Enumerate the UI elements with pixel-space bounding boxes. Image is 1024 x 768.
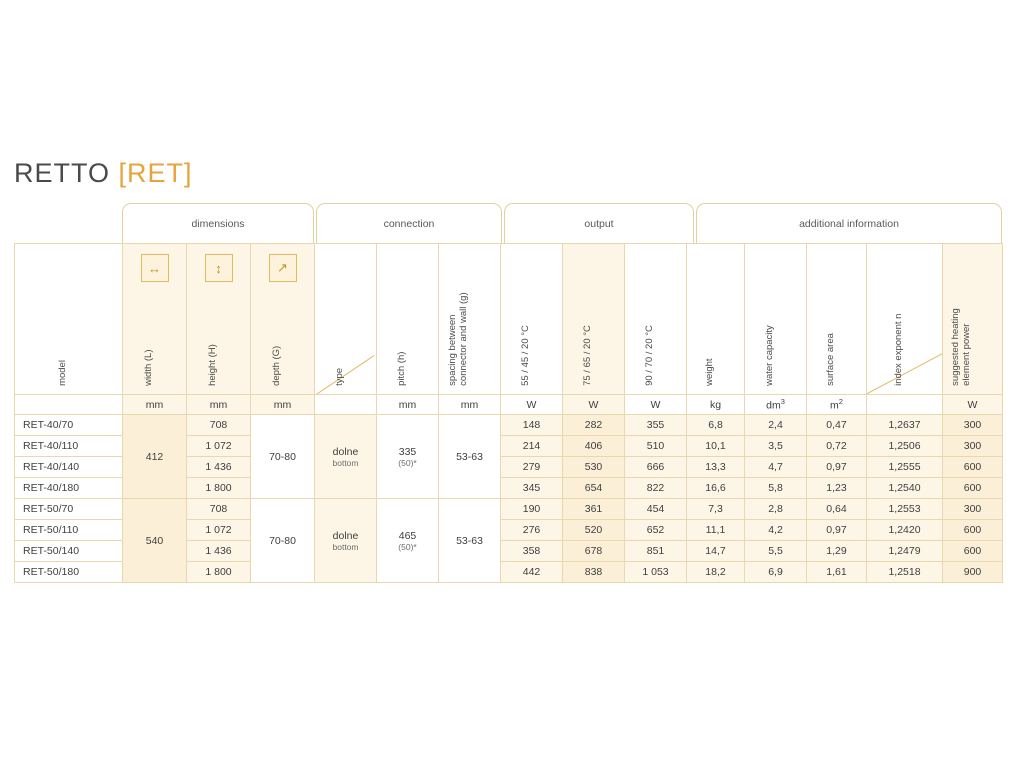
cell-water-capacity: 6,9 xyxy=(745,562,807,583)
cell-index-exponent: 1,2479 xyxy=(867,541,943,562)
cell-model: RET-50/180 xyxy=(15,562,123,583)
header-depth: ↗ depth (G) xyxy=(251,244,315,395)
header-output-75-65-20: 75 / 65 / 20 °C xyxy=(563,244,625,395)
cell-weight: 7,3 xyxy=(687,499,745,520)
group-connection xyxy=(316,203,502,243)
cell-surface-area: 0,72 xyxy=(807,436,867,457)
unit-depth: mm xyxy=(251,395,315,415)
header-height: ↕ height (H) xyxy=(187,244,251,395)
header-suggested-heating-power: suggested heating element power xyxy=(943,244,1003,395)
cell-model: RET-50/110 xyxy=(15,520,123,541)
cell-weight: 11,1 xyxy=(687,520,745,541)
cell-water-capacity: 3,5 xyxy=(745,436,807,457)
header-weight: weight xyxy=(687,244,745,395)
cell-height: 1 072 xyxy=(187,436,251,457)
cell-weight: 18,2 xyxy=(687,562,745,583)
cell-height: 1 436 xyxy=(187,541,251,562)
unit-pitch: mm xyxy=(377,395,439,415)
header-model: model xyxy=(15,244,123,395)
cell-water-capacity: 4,2 xyxy=(745,520,807,541)
cell-model: RET-40/180 xyxy=(15,478,123,499)
height-arrow-icon: ↕ xyxy=(205,254,233,282)
cell-surface-area: 0,97 xyxy=(807,457,867,478)
cell-type: dolne bottom xyxy=(315,499,377,583)
cell-surface-area: 0,64 xyxy=(807,499,867,520)
cell-output-75-65-20: 361 xyxy=(563,499,625,520)
cell-model: RET-40/70 xyxy=(15,415,123,436)
unit-output-55-45-20: W xyxy=(501,395,563,415)
cell-model: RET-50/140 xyxy=(15,541,123,562)
cell-model: RET-50/70 xyxy=(15,499,123,520)
group-output-label: output xyxy=(584,217,614,230)
cell-output-55-45-20: 214 xyxy=(501,436,563,457)
header-output-55-45-20: 55 / 45 / 20 °C xyxy=(501,244,563,395)
cell-height: 1 436 xyxy=(187,457,251,478)
cell-weight: 10,1 xyxy=(687,436,745,457)
cell-water-capacity: 4,7 xyxy=(745,457,807,478)
cell-pitch: 335 (50)* xyxy=(377,415,439,499)
unit-water-capacity: $dm^3$ xyxy=(745,395,807,415)
cell-water-capacity: 2,4 xyxy=(745,415,807,436)
cell-output-55-45-20: 148 xyxy=(501,415,563,436)
header-water-capacity: water capacity xyxy=(745,244,807,395)
depth-arrow-icon: ↗ xyxy=(269,254,297,282)
cell-output-75-65-20: 838 xyxy=(563,562,625,583)
cell-output-55-45-20: 442 xyxy=(501,562,563,583)
cell-heating-power: 900 xyxy=(943,562,1003,583)
cell-model: RET-40/140 xyxy=(15,457,123,478)
cell-model: RET-40/110 xyxy=(15,436,123,457)
cell-output-90-70-20: 851 xyxy=(625,541,687,562)
header-surface-area: surface area xyxy=(807,244,867,395)
cell-height: 1 072 xyxy=(187,520,251,541)
unit-height: mm xyxy=(187,395,251,415)
cell-output-75-65-20: 530 xyxy=(563,457,625,478)
cell-heating-power: 300 xyxy=(943,436,1003,457)
group-dimensions-label: dimensions xyxy=(191,217,245,230)
table-row xyxy=(15,499,1003,520)
cell-type: dolne bottom xyxy=(315,415,377,499)
group-additional-information xyxy=(696,203,1002,243)
group-dimensions xyxy=(122,203,314,243)
unit-model xyxy=(15,395,123,415)
product-name: RETTO xyxy=(14,158,111,188)
unit-spacing: mm xyxy=(439,395,501,415)
cell-output-90-70-20: 355 xyxy=(625,415,687,436)
cell-output-55-45-20: 345 xyxy=(501,478,563,499)
header-width: ↔ width (L) xyxy=(123,244,187,395)
cell-heating-power: 600 xyxy=(943,457,1003,478)
unit-width: mm xyxy=(123,395,187,415)
cell-height: 708 xyxy=(187,499,251,520)
cell-index-exponent: 1,2420 xyxy=(867,520,943,541)
width-arrow-icon: ↔ xyxy=(141,254,169,282)
cell-output-90-70-20: 454 xyxy=(625,499,687,520)
cell-index-exponent: 1,2553 xyxy=(867,499,943,520)
specs-table xyxy=(14,243,1003,583)
unit-weight: kg xyxy=(687,395,745,415)
group-connection-label: connection xyxy=(383,217,435,230)
header-row-labels xyxy=(15,244,1003,395)
cell-height: 1 800 xyxy=(187,478,251,499)
specs-table-container xyxy=(14,243,1002,583)
cell-output-90-70-20: 652 xyxy=(625,520,687,541)
unit-output-90-70-20: W xyxy=(625,395,687,415)
cell-depth: 70-80 xyxy=(251,499,315,583)
cell-index-exponent: 1,2637 xyxy=(867,415,943,436)
cell-index-exponent: 1,2518 xyxy=(867,562,943,583)
cell-weight: 14,7 xyxy=(687,541,745,562)
cell-weight: 6,8 xyxy=(687,415,745,436)
table-row xyxy=(15,415,1003,436)
cell-output-75-65-20: 406 xyxy=(563,436,625,457)
cell-water-capacity: 5,5 xyxy=(745,541,807,562)
cell-surface-area: 0,97 xyxy=(807,520,867,541)
cell-index-exponent: 1,2555 xyxy=(867,457,943,478)
cell-heating-power: 600 xyxy=(943,541,1003,562)
cell-pitch: 465 (50)* xyxy=(377,499,439,583)
cell-surface-area: 0,47 xyxy=(807,415,867,436)
cell-output-55-45-20: 190 xyxy=(501,499,563,520)
cell-index-exponent: 1,2540 xyxy=(867,478,943,499)
cell-output-90-70-20: 1 053 xyxy=(625,562,687,583)
cell-output-75-65-20: 654 xyxy=(563,478,625,499)
header-spacing: spacing between connector and wall (g) xyxy=(439,244,501,395)
cell-heating-power: 300 xyxy=(943,499,1003,520)
cell-spacing: 53-63 xyxy=(439,499,501,583)
cell-output-90-70-20: 822 xyxy=(625,478,687,499)
cell-surface-area: 1,61 xyxy=(807,562,867,583)
unit-suggested-heating-power: W xyxy=(943,395,1003,415)
cell-output-55-45-20: 279 xyxy=(501,457,563,478)
cell-output-55-45-20: 276 xyxy=(501,520,563,541)
cell-depth: 70-80 xyxy=(251,415,315,499)
header-row-units xyxy=(15,395,1003,415)
product-code: [RET] xyxy=(118,158,193,188)
cell-output-55-45-20: 358 xyxy=(501,541,563,562)
cell-spacing: 53-63 xyxy=(439,415,501,499)
cell-output-75-65-20: 520 xyxy=(563,520,625,541)
cell-weight: 13,3 xyxy=(687,457,745,478)
cell-index-exponent: 1,2506 xyxy=(867,436,943,457)
cell-water-capacity: 2,8 xyxy=(745,499,807,520)
unit-index-exponent xyxy=(867,395,943,415)
group-additional-label: additional information xyxy=(799,217,899,230)
page-title xyxy=(14,158,193,189)
cell-output-90-70-20: 666 xyxy=(625,457,687,478)
cell-heating-power: 600 xyxy=(943,478,1003,499)
cell-heating-power: 600 xyxy=(943,520,1003,541)
cell-surface-area: 1,29 xyxy=(807,541,867,562)
group-header-band xyxy=(122,203,1002,243)
header-index-exponent: index exponent n xyxy=(867,244,943,395)
unit-output-75-65-20: W xyxy=(563,395,625,415)
header-output-90-70-20: 90 / 70 / 20 °C xyxy=(625,244,687,395)
cell-output-75-65-20: 678 xyxy=(563,541,625,562)
cell-surface-area: 1,23 xyxy=(807,478,867,499)
cell-height: 708 xyxy=(187,415,251,436)
cell-width: 540 xyxy=(123,499,187,583)
header-pitch: pitch (h) xyxy=(377,244,439,395)
cell-width: 412 xyxy=(123,415,187,499)
cell-height: 1 800 xyxy=(187,562,251,583)
cell-output-75-65-20: 282 xyxy=(563,415,625,436)
group-output xyxy=(504,203,694,243)
cell-water-capacity: 5,8 xyxy=(745,478,807,499)
header-type: type xyxy=(315,244,377,395)
unit-surface-area: $m^2$ xyxy=(807,395,867,415)
unit-type xyxy=(315,395,377,415)
cell-weight: 16,6 xyxy=(687,478,745,499)
cell-heating-power: 300 xyxy=(943,415,1003,436)
cell-output-90-70-20: 510 xyxy=(625,436,687,457)
